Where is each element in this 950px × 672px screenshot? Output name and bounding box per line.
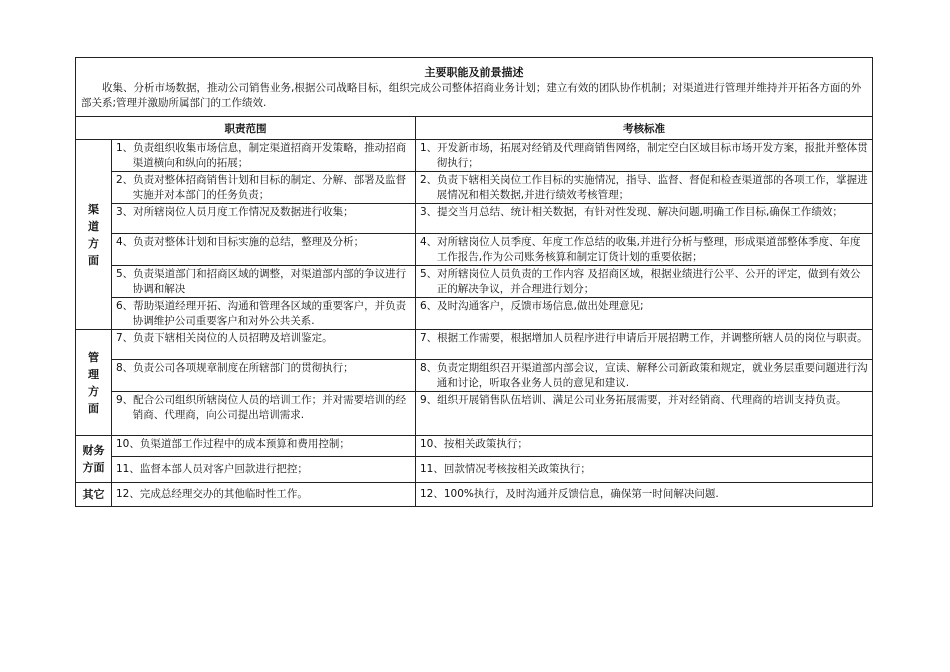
responsibility-cell: 4、负责对整体计划和目标实施的总结，整理及分析； [112, 234, 416, 266]
standard-cell: 9、组织开展销售队伍培训、满足公司业务拓展需要，并对经销商、代理商的培训支持负责。 [416, 392, 873, 436]
table-row [76, 483, 873, 507]
responsibility-cell: 10、负渠道部工作过程中的成本预算和费用控制； [112, 436, 416, 457]
section-label-other: 其它 [76, 483, 112, 507]
table-row [76, 266, 873, 298]
responsibility-cell: 3、对所辖岗位人员月度工作情况及数据进行收集； [112, 204, 416, 234]
standard-cell: 11、回款情况考核按相关政策执行； [416, 457, 873, 483]
responsibility-cell: 9、配合公司组织所辖岗位人员的培训工作；并对需要培训的经销商、代理商，向公司提出培训需求. [112, 392, 416, 436]
responsibility-cell: 11、监督本部人员对客户回款进行把控； [112, 457, 416, 483]
responsibility-cell: 5、负责渠道部门和招商区域的调整，对渠道部内部的争议进行协调和解决 [112, 266, 416, 298]
standard-cell: 4、对所辖岗位人员季度、年度工作总结的收集,并进行分析与整理，形成渠道部整体季度、年度工作报告,作为公司账务核算和制定订货计划的重要依据； [416, 234, 873, 266]
table-row [76, 172, 873, 204]
standard-cell: 1、开发新市场，拓展对经销及代理商销售网络，制定空白区域目标市场开发方案，报批并整体贯彻执行； [416, 140, 873, 172]
column-header-responsibility: 职责范围 [76, 117, 416, 140]
responsibility-cell: 1、负责组织收集市场信息，制定渠道招商开发策略，推动招商渠道横向和纵向的拓展； [112, 140, 416, 172]
responsibility-cell: 7、负责下辖相关岗位的人员招聘及培训鉴定。 [112, 330, 416, 360]
document-title: 主要职能及前景描述 [424, 66, 524, 79]
standard-cell: 6、及时沟通客户，反馈市场信息,做出处理意见; [416, 298, 873, 330]
responsibility-cell: 2、负责对整体招商销售计划和目标的制定、分解、部署及监督实施并对本部门的任务负责； [112, 172, 416, 204]
header-cell [76, 58, 873, 117]
table-row [76, 234, 873, 266]
table-row [76, 436, 873, 457]
section-label-management: 管理方面 [76, 330, 112, 436]
table-row [76, 140, 873, 172]
job-description-table [75, 57, 873, 507]
standard-cell: 10、按相关政策执行； [416, 436, 873, 457]
column-header-row [76, 117, 873, 140]
function-description: 收集、分析市场数据，推动公司销售业务,根据公司战略目标，组织完成公司整体招商业务计划；建立有效的团队协作机制；对渠道进行管理并维持并开拓各方面的外部关系;管理并激励所属部门的工作绩效. [81, 82, 862, 109]
section-label-finance: 财务方面 [76, 436, 112, 483]
table-row [76, 298, 873, 330]
standard-cell: 2、负责下辖相关岗位工作目标的实施情况，指导、监督、督促和检查渠道部的各项工作，掌握进展情况和相关数据,并进行绩效考核管理； [416, 172, 873, 204]
table-row [76, 392, 873, 436]
standard-cell: 5、对所辖岗位人员负责的工作内容 及招商区域，根据业绩进行公平、公开的评定，做到有效公正的解决争议，并合理进行划分； [416, 266, 873, 298]
table-row [76, 204, 873, 234]
standard-cell: 3、提交当月总结、统计相关数据，有针对性发现、解决问题,明确工作目标,确保工作绩效； [416, 204, 873, 234]
section-label-channel: 渠道方面 [76, 140, 112, 330]
table-row [76, 457, 873, 483]
standard-cell: 8、负责定期组织召开渠道部内部会议，宣读、解释公司新政策和规定，就业务层重要问题进行沟通和讨论，听取各业务人员的意见和建议. [416, 360, 873, 392]
standard-cell: 7、根据工作需要，根据增加人员程序进行申请后开展招聘工作，并调整所辖人员的岗位与职责。 [416, 330, 873, 360]
responsibility-cell: 6、帮助渠道经理开拓、沟通和管理各区域的重要客户，并负责协调维护公司重要客户和对外公共关系. [112, 298, 416, 330]
responsibility-cell: 8、负责公司各项规章制度在所辖部门的贯彻执行； [112, 360, 416, 392]
table-row [76, 330, 873, 360]
table-row [76, 360, 873, 392]
responsibility-cell: 12、完成总经理交办的其他临时性工作。 [112, 483, 416, 507]
header-row [76, 58, 873, 117]
column-header-standard: 考核标准 [416, 117, 873, 140]
standard-cell: 12、100%执行，及时沟通并反馈信息，确保第一时间解决问题. [416, 483, 873, 507]
